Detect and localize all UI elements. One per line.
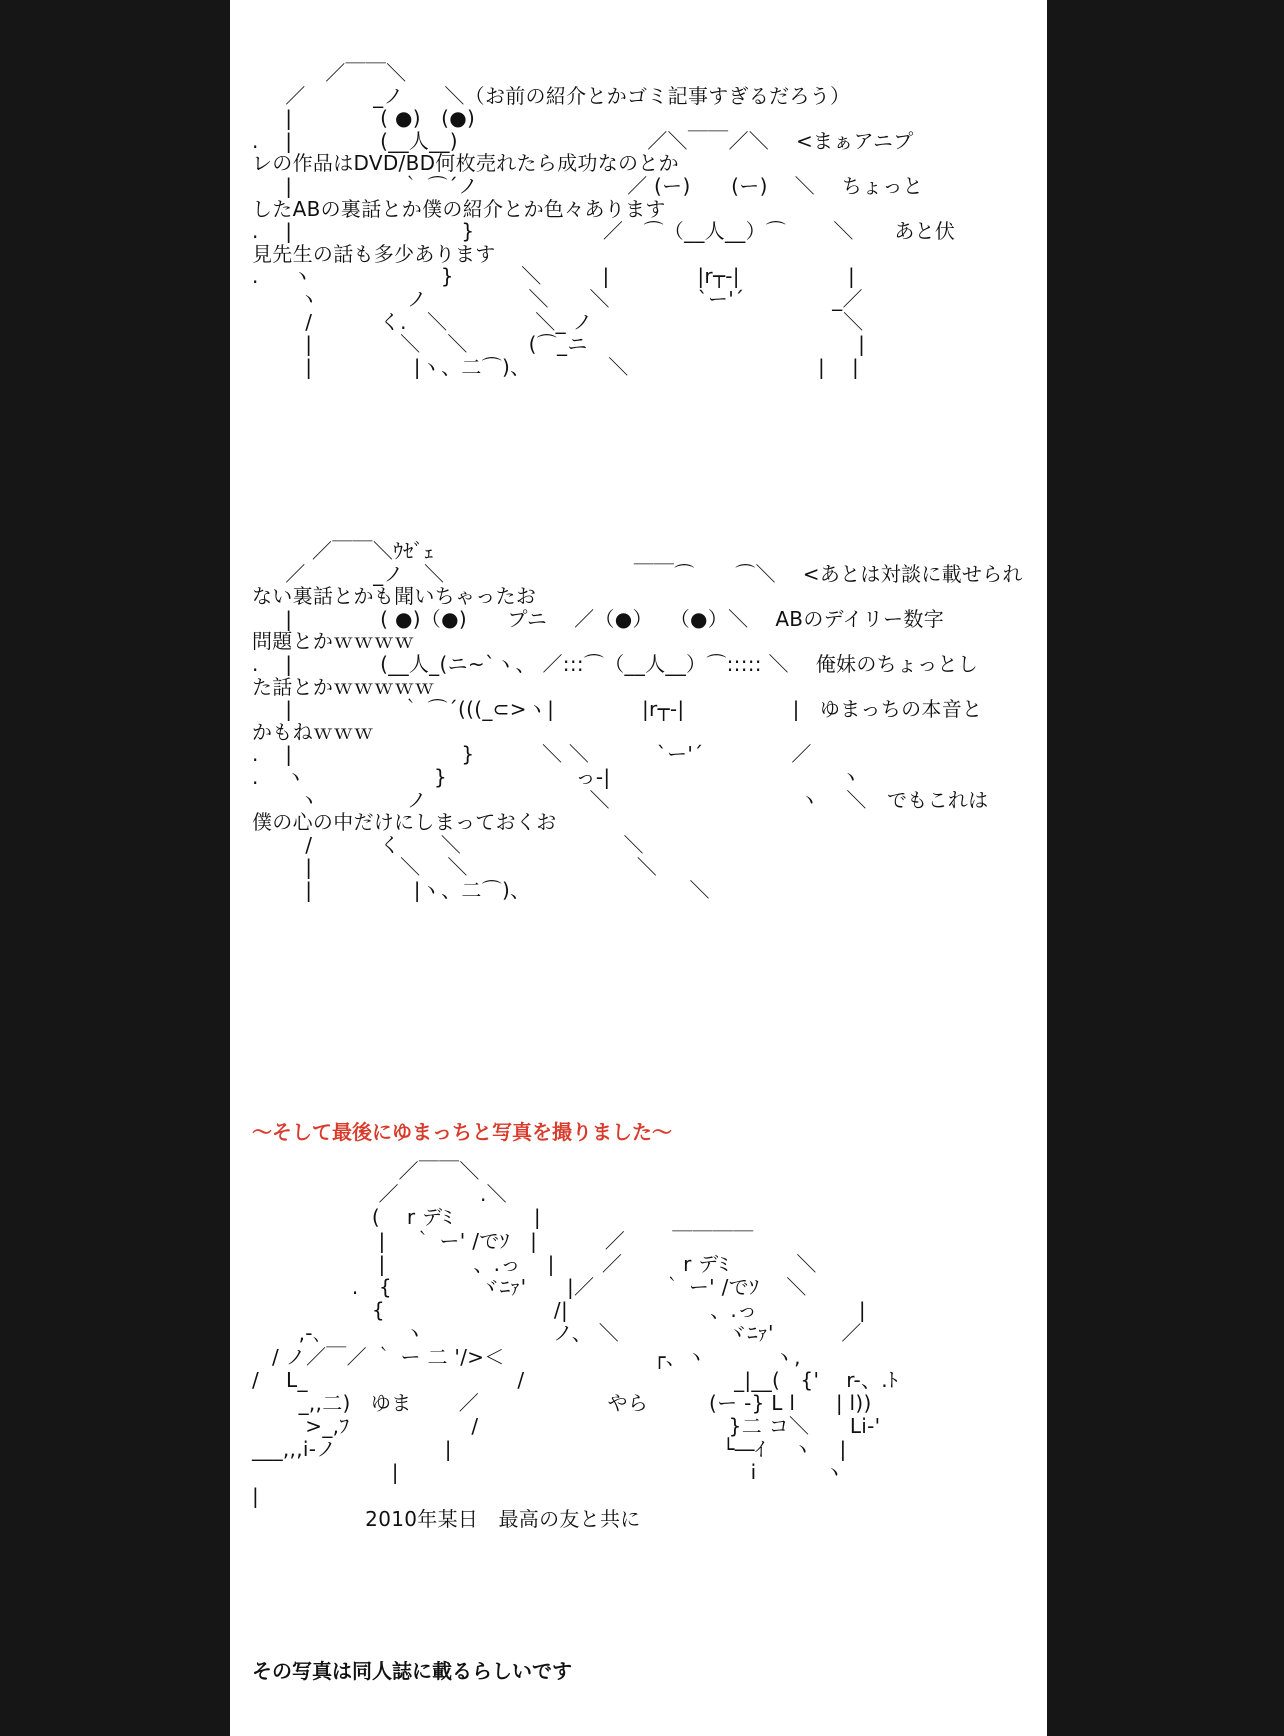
section-heading: 〜そして最後にゆまっちと写真を撮りました〜 xyxy=(252,1120,672,1144)
aa-line: ない裏話とかも聞いちゃったお xyxy=(252,584,537,609)
aa-line: | 、.っ | ／ r デﾐ ＼ xyxy=(252,1251,817,1276)
aa-line: . | } ／ ⌒（__人__）⌒ ＼ あと伏 xyxy=(252,219,956,244)
aa-line: ／ _ノ ＼（お前の紹介とかゴミ記事すぎるだろう） xyxy=(252,83,851,108)
aa-line: . | } ＼ ＼ `ー'´ ／ xyxy=(252,742,812,767)
aa-line: . ヽ } ＼ | |r┬-| | xyxy=(252,264,856,289)
photo-caption-date: 2010年某日 最高の友と共に xyxy=(252,1506,641,1531)
aa-line: _,,二) ゆま ／ やら (ー -} L l | l)) xyxy=(252,1390,872,1415)
aa-line: ヽ ノ ＼ ＼ `ー'´ _／ xyxy=(252,286,863,311)
aa-line: レの作品はDVD/BD何枚売れたら成功なのとか xyxy=(252,151,679,176)
ascii-art-dialogue-2 xyxy=(252,540,1047,902)
aa-line: / く. ＼ ＼_ ノ ＼ xyxy=(252,309,864,334)
aa-line: | ＼ ＼ (⌒_ニ | xyxy=(252,332,866,357)
aa-line: | ｀ ⌒´ノ ／ (ー) (ー) ＼ ちょっと xyxy=(252,173,924,198)
aa-line: | |ヽ、二⌒)、 ＼ xyxy=(252,877,710,902)
aa-line: | ( ●) (●) xyxy=(252,106,476,131)
closing-caption: その写真は同人誌に載るらしいです xyxy=(252,1659,572,1683)
aa-line: ／￣￣＼ xyxy=(252,61,407,85)
aa-line: / L_ / _|__( {' r-、.ﾄ xyxy=(252,1367,899,1392)
aa-line: ／ _ノ ＼ ￣￣⌒ ⌒＼ <あとは対談に載せられ xyxy=(252,561,1023,586)
aa-line: したABの裏話とか僕の紹介とか色々あります xyxy=(252,196,666,221)
aa-line: | |ヽ、二⌒)、 ＼ | | xyxy=(252,354,859,379)
aa-line: | xyxy=(252,1483,260,1508)
ascii-art-dialogue-1 xyxy=(252,62,1047,378)
ascii-art-photo xyxy=(252,1160,1047,1531)
aa-line: ／￣￣＼ xyxy=(252,1159,480,1183)
aa-line: かもねｗｗｗ xyxy=(252,719,374,744)
aa-line: | i ヽ xyxy=(252,1460,845,1485)
aa-line: ／￣￣＼ｳｾﾞｪ xyxy=(252,539,435,563)
aa-line: 僕の心の中だけにしまっておくお xyxy=(252,810,557,835)
aa-line: ヽ ノ ＼ ヽ ＼ でもこれは xyxy=(252,787,989,812)
aa-line: ,-､ ヽ ノ、 ＼ ヾﾆｧ' ／ xyxy=(252,1321,862,1346)
aa-line: 問題とかｗｗｗｗ xyxy=(252,629,415,654)
aa-line: た話とかｗｗｗｗｗ xyxy=(252,674,435,699)
aa-line: . | (__人_(ニ~`ヽ、 ／:::⌒（__人__）⌒::::: ＼ 俺妹のちょっとし xyxy=(252,651,979,676)
aa-line: | ( ●)（●) プニ ／（●） （●）＼ ABのデイリー数字 xyxy=(252,606,945,631)
aa-line: . | (__人__) ／＼￣￣／＼ <まぁアニプ xyxy=(252,128,914,153)
aa-line: ／ .＼ xyxy=(252,1182,507,1207)
aa-line: ( r デﾐ | xyxy=(252,1205,541,1230)
aa-line: >_,ﾌ / }二 コ＼ Li-' xyxy=(252,1414,881,1439)
aa-line: . ヽ } っ-| ヽ xyxy=(252,764,861,789)
aa-line: / く ＼ ＼ xyxy=(252,832,644,857)
aa-line: | ＼ ＼ ＼ xyxy=(252,855,658,880)
aa-line: | ｀ ー' /でｿ | ／ ￣￣￣￣ xyxy=(252,1228,754,1253)
aa-line: ___,,,i-ノ | └―ｲ ヽ | xyxy=(252,1437,847,1462)
aa-line: / ノ／￣／ ｀ ー 二 '/>＜ ┌、ヽ ヽ, xyxy=(252,1344,801,1369)
aa-line: 見先生の話も多少あります xyxy=(252,241,496,266)
article-page xyxy=(230,0,1047,1736)
aa-line: { /| 、.っ | xyxy=(252,1298,866,1323)
aa-line: | ｀ ⌒´(((_⊂>ヽ| |r┬-| | ゆまっちの本音と xyxy=(252,697,983,722)
aa-line: . { ヾﾆｧ' |／ ｀ ー' /でｿ ＼ xyxy=(252,1274,807,1299)
